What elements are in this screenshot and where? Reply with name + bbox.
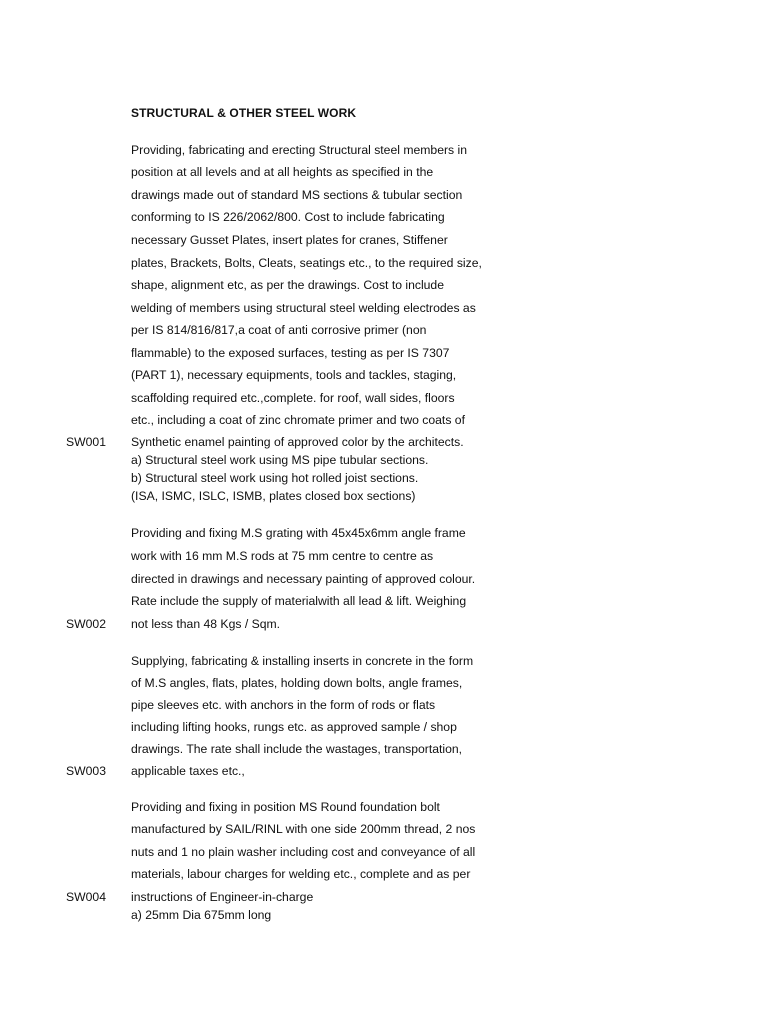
item-line: etc., including a coat of zinc chromate primer and two coats of <box>131 413 465 427</box>
item-line: (PART 1), necessary equipments, tools and tackles, staging, <box>131 368 457 382</box>
item-line: per IS 814/816/817,a coat of anti corrosive primer (non <box>131 323 427 337</box>
item-line: position at all levels and at all heights as specified in the <box>131 165 434 179</box>
item-line: drawings. The rate shall include the wastages, transportation, <box>131 742 463 756</box>
item-line: Synthetic enamel painting of approved color by the architects. <box>131 435 464 449</box>
item-line: (ISA, ISMC, ISLC, ISMB, plates closed box sections) <box>131 489 416 503</box>
item-line: applicable taxes etc., <box>131 764 245 778</box>
item-code: SW001 <box>66 435 106 449</box>
item-line: Providing and fixing M.S grating with 45x45x6mm angle frame <box>131 526 466 540</box>
item-line: instructions of Engineer-in-charge <box>131 890 314 904</box>
item-line: welding of members using structural steel welding electrodes as <box>131 301 476 315</box>
item-line: scaffolding required etc.,complete. for roof, wall sides, floors <box>131 391 455 405</box>
item-line: Providing, fabricating and erecting Structural steel members in <box>131 143 467 157</box>
item-line: manufactured by SAIL/RINL with one side 200mm thread, 2 nos <box>131 822 476 836</box>
item-line: conforming to IS 226/2062/800. Cost to include fabricating <box>131 210 445 224</box>
item-line: Supplying, fabricating & installing inserts in concrete in the form <box>131 654 474 668</box>
item-line: necessary Gusset Plates, insert plates for cranes, Stiffener <box>131 233 448 247</box>
item-code: SW003 <box>66 764 106 778</box>
item-line: drawings made out of standard MS sections & tubular section <box>131 188 463 202</box>
item-line: work with 16 mm M.S rods at 75 mm centre to centre as <box>131 549 434 563</box>
item-code: SW004 <box>66 890 106 904</box>
item-line: nuts and 1 no plain washer including cost and conveyance of all <box>131 845 476 859</box>
item-line: not less than 48 Kgs / Sqm. <box>131 617 281 631</box>
item-line: directed in drawings and necessary painting of approved colour. <box>131 572 476 586</box>
item-line: plates, Brackets, Bolts, Cleats, seatings etc., to the required size, <box>131 256 482 270</box>
item-line: flammable) to the exposed surfaces, testing as per IS 7307 <box>131 346 450 360</box>
item-line: shape, alignment etc, as per the drawings. Cost to include <box>131 278 444 292</box>
item-line: including lifting hooks, rungs etc. as approved sample / shop <box>131 720 457 734</box>
item-line: a) 25mm Dia 675mm long <box>131 908 272 922</box>
item-line: a) Structural steel work using MS pipe tubular sections. <box>131 453 429 467</box>
item-line: of M.S angles, flats, plates, holding down bolts, angle frames, <box>131 676 463 690</box>
section-title: STRUCTURAL & OTHER STEEL WORK <box>131 106 357 120</box>
item-line: b) Structural steel work using hot rolled joist sections. <box>131 471 419 485</box>
item-line: Rate include the supply of materialwith all lead & lift. Weighing <box>131 594 467 608</box>
item-line: Providing and fixing in position MS Round foundation bolt <box>131 800 440 814</box>
item-line: pipe sleeves etc. with anchors in the form of rods or flats <box>131 698 436 712</box>
item-code: SW002 <box>66 617 106 631</box>
item-line: materials, labour charges for welding etc., complete and as per <box>131 867 471 881</box>
